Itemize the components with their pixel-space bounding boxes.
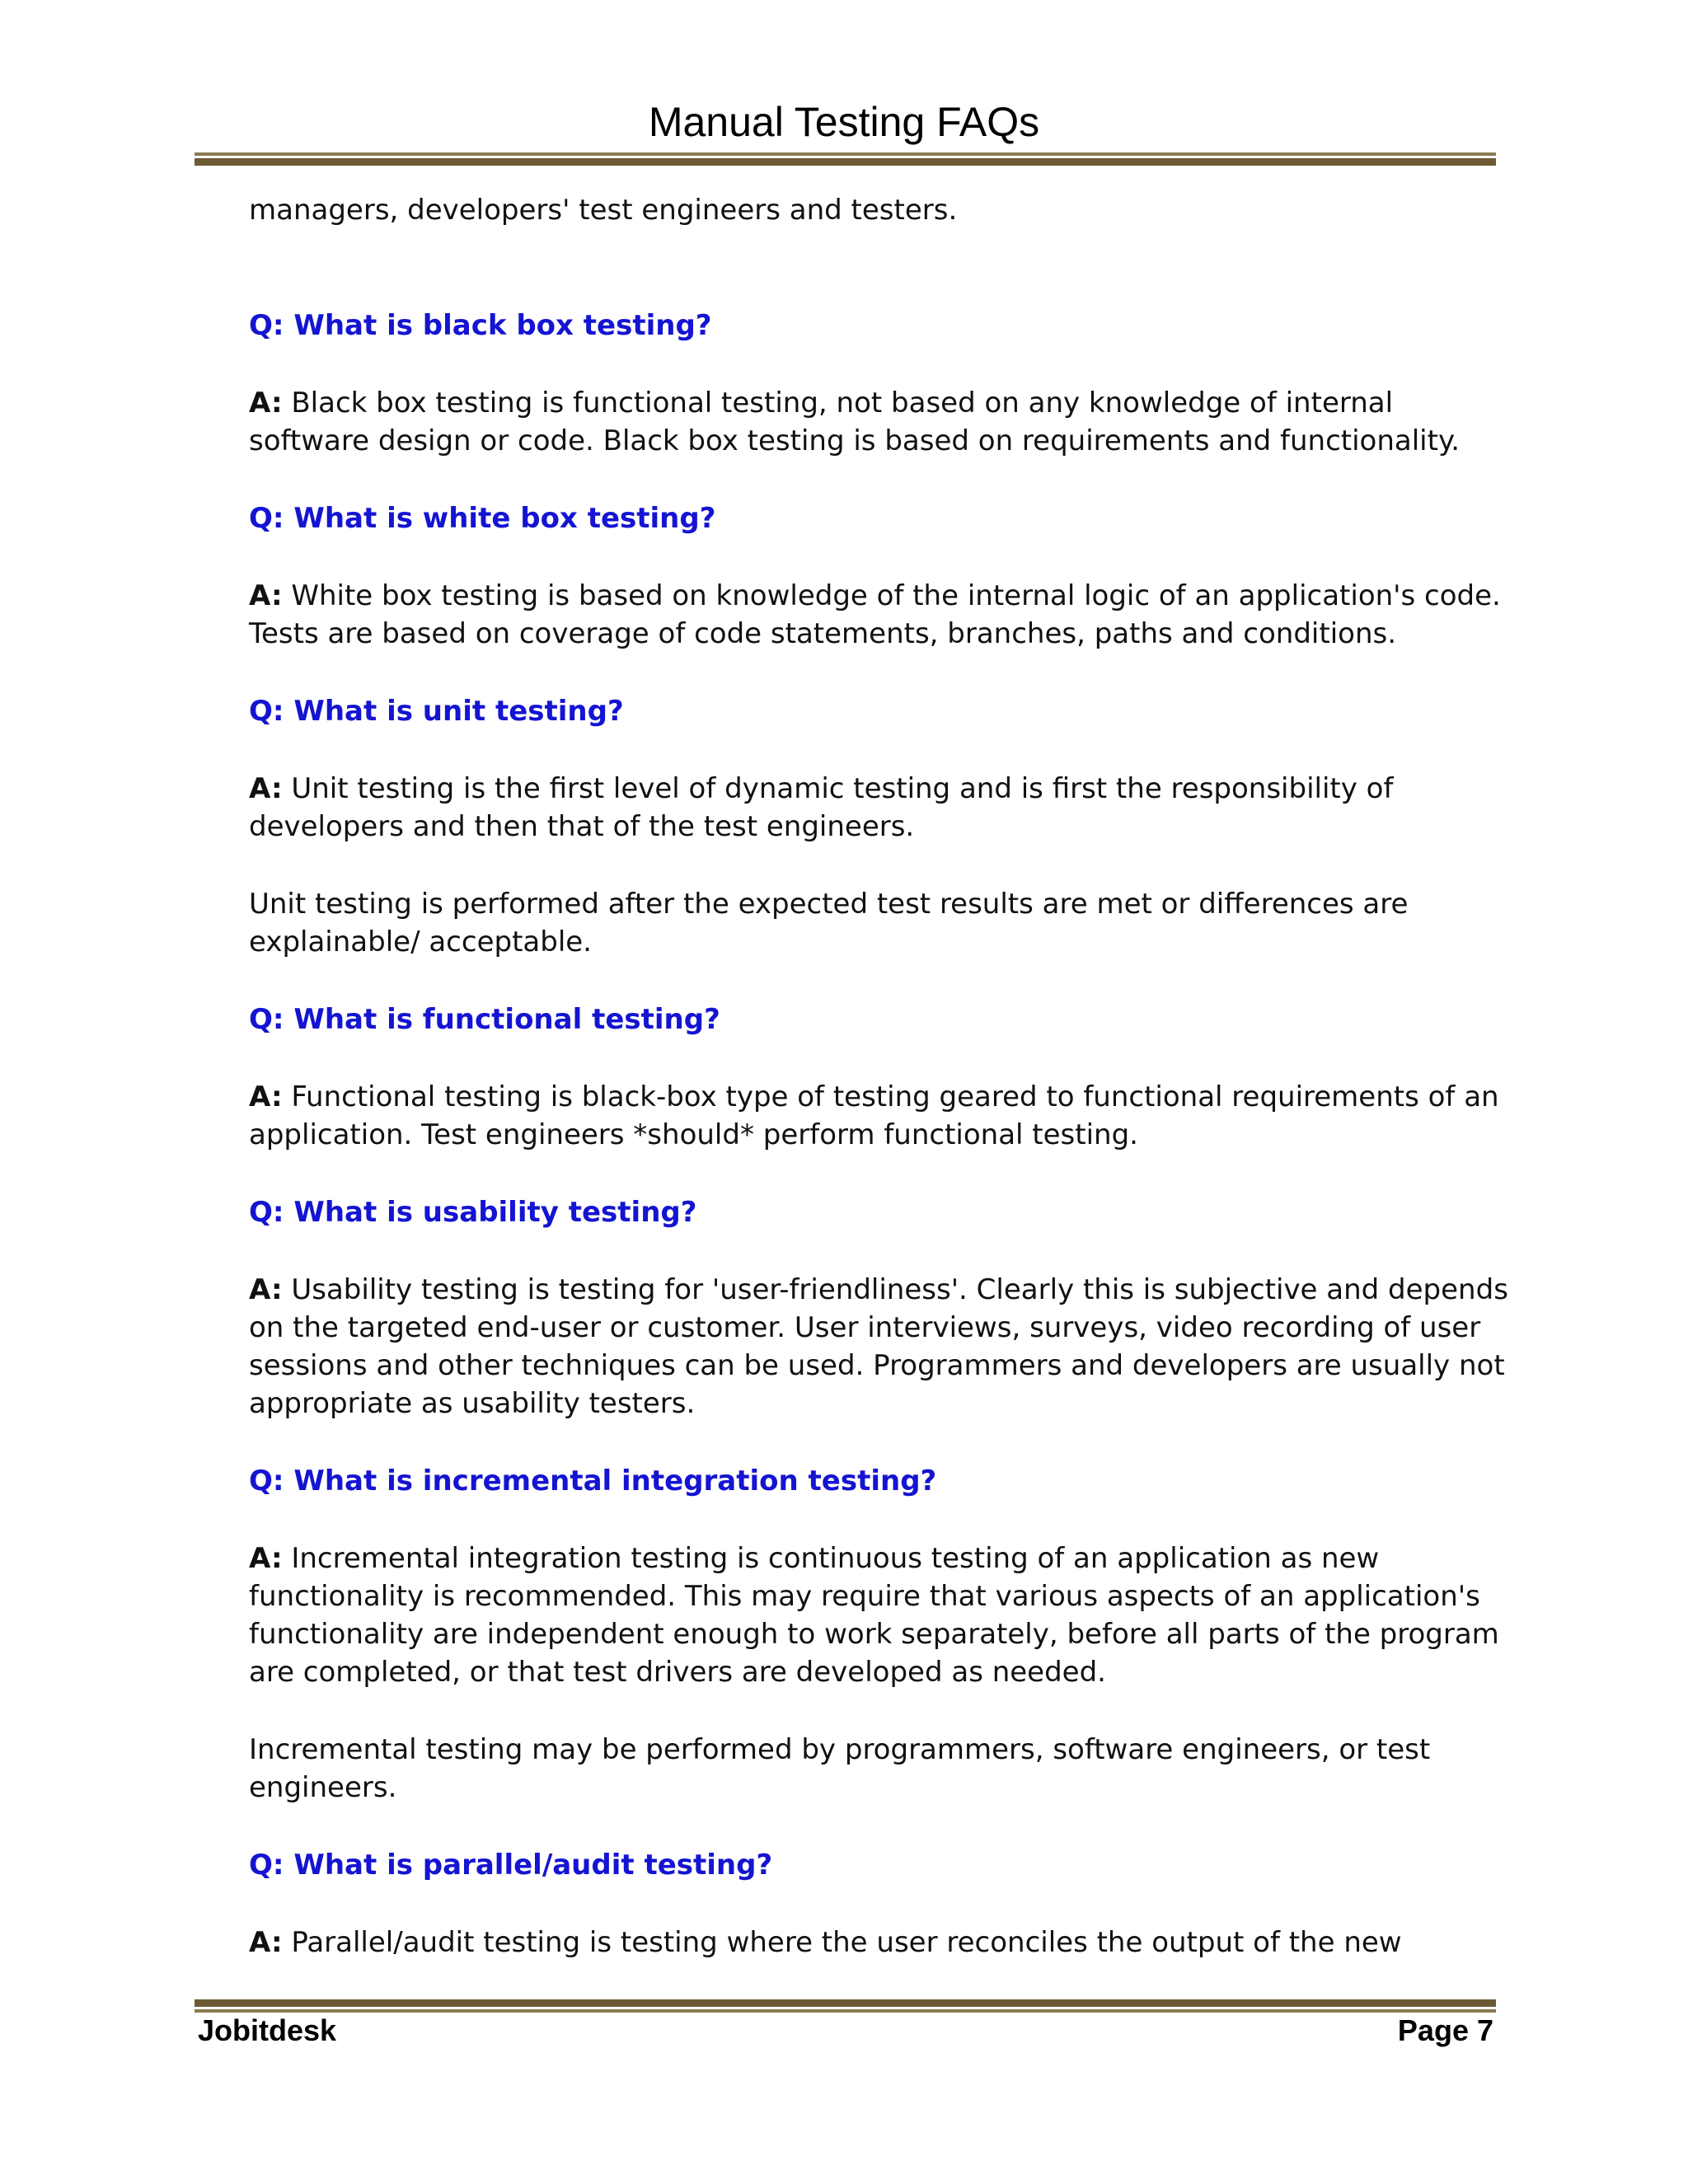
faq-answer-usability: A: Usability testing is testing for 'user-friendliness'. Clearly this is subjective and depends on the targeted end-user or customer. User interviews, surveys, video recording of user sessions and other techniques can be used. Programmers and developers are usually not appropriate as usability testers.	[249, 1273, 1508, 1420]
answer-label: A:	[249, 1080, 283, 1113]
page-title: Manual Testing FAQs	[648, 99, 1040, 145]
faq-question-usability: Q: What is usability testing?	[249, 1196, 697, 1229]
header-rule	[195, 152, 1496, 166]
answer-label: A:	[249, 387, 283, 419]
faq-question-functional: Q: What is functional testing?	[249, 1003, 720, 1036]
faq-answer-incremental: A: Incremental integration testing is continuous testing of an application as new functionality is recommended. This may require that various aspects of an application's functionality are independent enough to work separately, before all parts of the program are completed, or that test drivers are developed as needed.	[249, 1542, 1499, 1689]
faq-question-white-box: Q: What is white box testing?	[249, 502, 716, 535]
faq-answer-white-box: A: White box testing is based on knowledge of the internal logic of an application's code. Tests are based on coverage of code statements, branches, paths and conditions.	[249, 579, 1501, 650]
intro-continuation: managers, developers' test engineers and testers.	[249, 194, 958, 227]
faq-question-black-box: Q: What is black box testing?	[249, 309, 712, 342]
footer-rule	[195, 1999, 1496, 2013]
faq-answer-parallel-audit: A: Parallel/audit testing is testing where the user reconciles the output of the new	[249, 1926, 1402, 1959]
faq-question-unit: Q: What is unit testing?	[249, 695, 624, 728]
page-number: Page 7	[1397, 2013, 1493, 2047]
faq-question-incremental: Q: What is incremental integration testing?	[249, 1465, 937, 1497]
document-body	[249, 191, 1518, 1961]
answer-label: A:	[249, 1273, 283, 1306]
answer-label: A:	[249, 772, 283, 805]
answer-label: A:	[249, 579, 283, 612]
faq-answer-unit-cont: Unit testing is performed after the expected test results are met or differences are explainable/ acceptable.	[249, 888, 1409, 958]
answer-label: A:	[249, 1542, 283, 1575]
answer-label: A:	[249, 1926, 283, 1959]
faq-answer-unit: A: Unit testing is the first level of dynamic testing and is first the responsibility of developers and then that of the test engineers.	[249, 772, 1394, 843]
footer-brand: Jobitdesk	[198, 2013, 337, 2047]
faq-answer-incremental-cont: Incremental testing may be performed by programmers, software engineers, or test engineers.	[249, 1733, 1431, 1804]
faq-answer-functional: A: Functional testing is black-box type of testing geared to functional requirements of an application. Test engineers *should* perform functional testing.	[249, 1080, 1499, 1151]
faq-answer-black-box: A: Black box testing is functional testing, not based on any knowledge of internal software design or code. Black box testing is based on requirements and functionality.	[249, 387, 1461, 457]
faq-question-parallel-audit: Q: What is parallel/audit testing?	[249, 1849, 773, 1882]
